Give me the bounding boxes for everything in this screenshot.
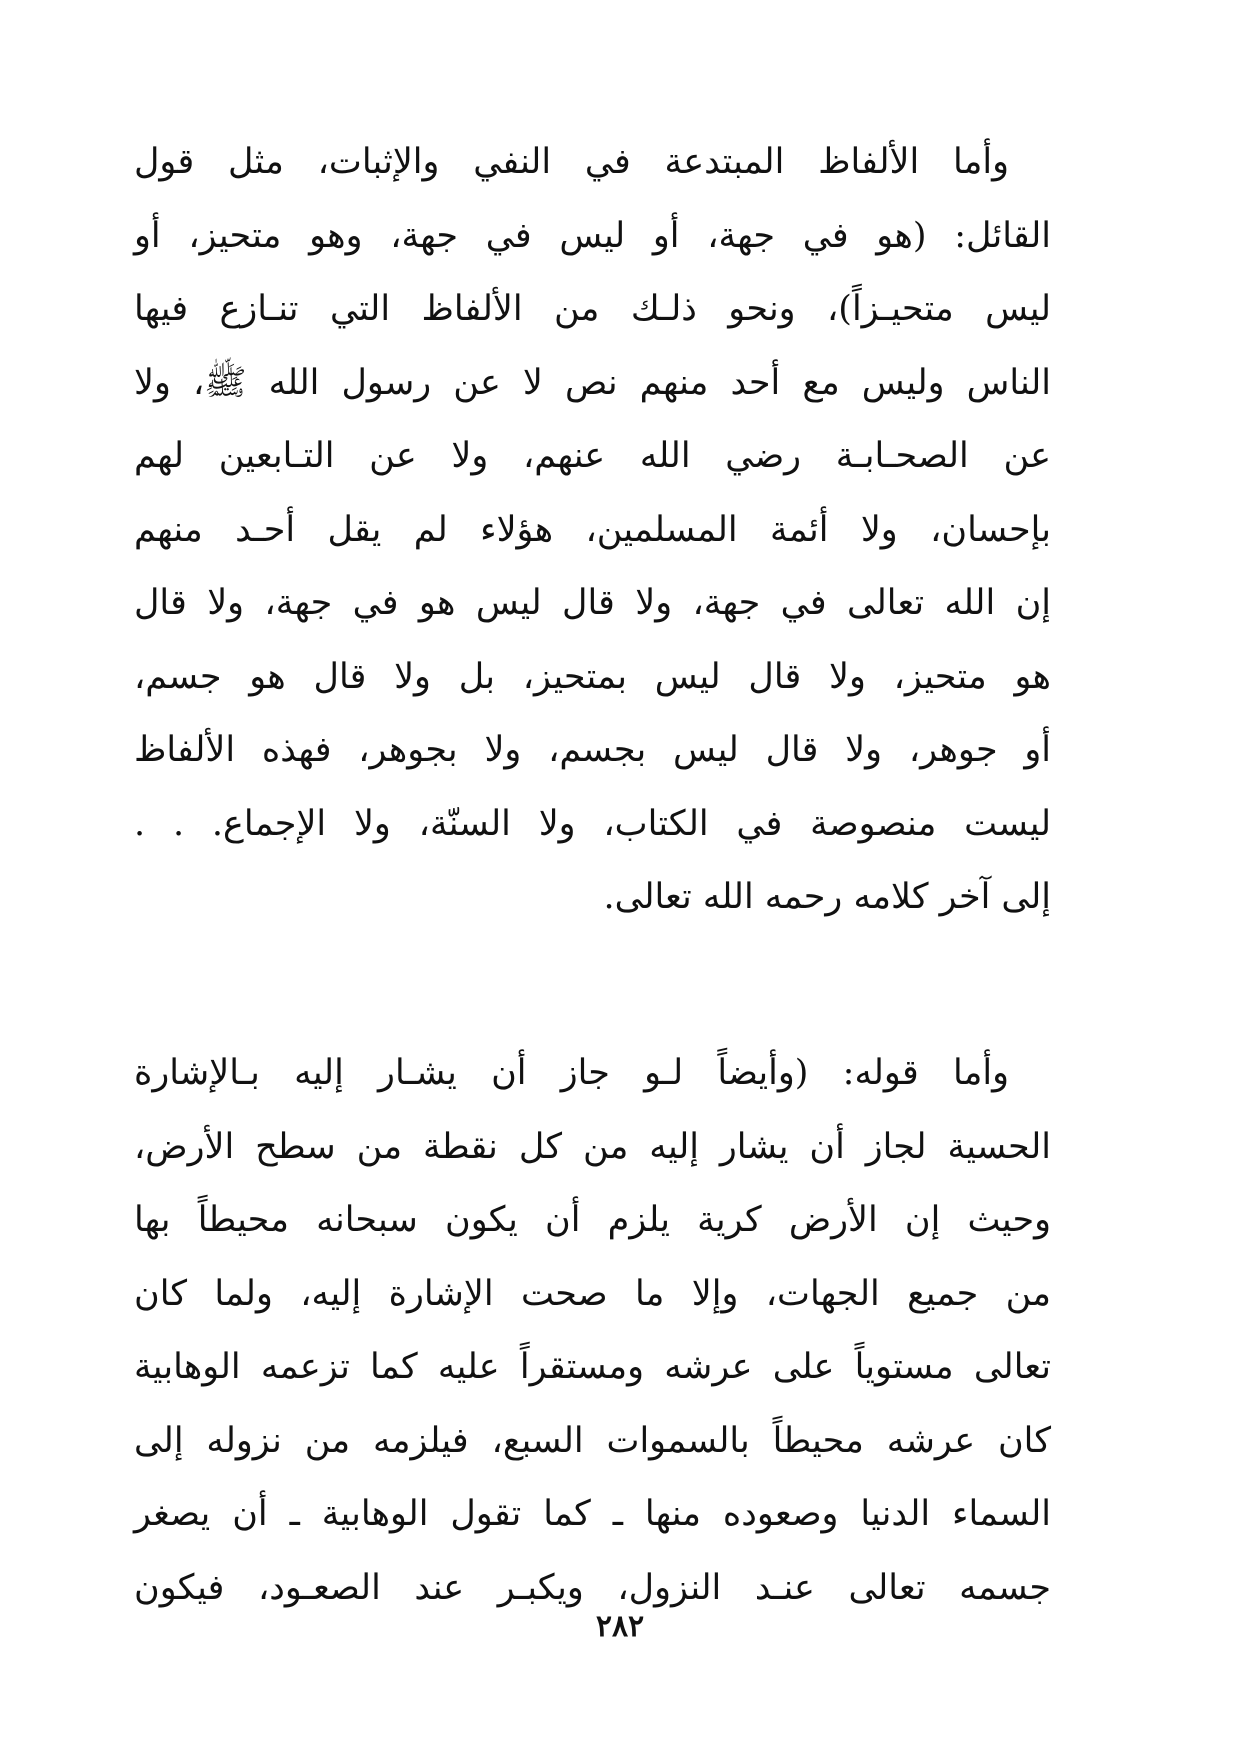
text-line: وأما الألفاظ المبتدعة في النفي والإثبات، مثل قول (134, 142, 1009, 182)
text-line: جسمه تعالى عنـد النزول، ويكبـر عند الصعـود، فيكون (134, 1567, 1051, 1608)
paragraph-2 (134, 1037, 1051, 1625)
text-line: الحسية لجاز أن يشار إليه من كل نقطة من سطح الأرض، (134, 1126, 1051, 1167)
text-line: عن الصحـابـة رضي الله عنهم، ولا عن التـابعين لهم (134, 436, 1051, 476)
text-line: من جميع الجهات، وإلا ما صحت الإشارة إليه، ولما كان (134, 1273, 1051, 1314)
text-line: السماء الدنيا وصعوده منها ـ كما تقول الوهابية ـ أن يصغر (134, 1494, 1051, 1534)
page-number: ٢٨٢ (595, 1609, 645, 1644)
text-line: ليس متحيـزاً)، ونحو ذلـك من الألفاظ التي تنـازع فيها (134, 289, 1051, 329)
paragraph-1 (134, 126, 1051, 935)
text-line: إن الله تعالى في جهة، ولا قال ليس هو في جهة، ولا قال (134, 583, 1051, 623)
text-line: القائل: (هو في جهة، أو ليس في جهة، وهو متحيز، أو (134, 215, 1051, 256)
text-line: وأما قوله: (وأيضاً لـو جاز أن يشـار إليه بـالإشارة (134, 1053, 1009, 1093)
text-line: تعالى مستوياً على عرشه ومستقراً عليه كما تزعمه الوهابية (134, 1347, 1051, 1387)
text-line: وحيث إن الأرض كرية يلزم أن يكون سبحانه محيطاً بها (134, 1200, 1051, 1240)
text-line: الناس وليس مع أحد منهم نص لا عن رسول الله ﷺ، ولا (134, 362, 1051, 403)
text-line: هو متحيز، ولا قال ليس بمتحيز، بل ولا قال هو جسم، (134, 656, 1051, 697)
text-line: بإحسان، ولا أئمة المسلمين، هؤلاء لم يقل أحـد منهم (134, 509, 1051, 550)
text-line: إلى آخر كلامه رحمه الله تعالى. (603, 877, 1051, 917)
text-line: ليست منصوصة في الكتاب، ولا السنّة، ولا الإجماع. . . (134, 803, 1051, 844)
text-line: أو جوهر، ولا قال ليس بجسم، ولا بجوهر، فهذه الألفاظ (134, 730, 1051, 770)
text-line: كان عرشه محيطاً بالسموات السبع، فيلزمه من نزوله إلى (134, 1420, 1051, 1461)
